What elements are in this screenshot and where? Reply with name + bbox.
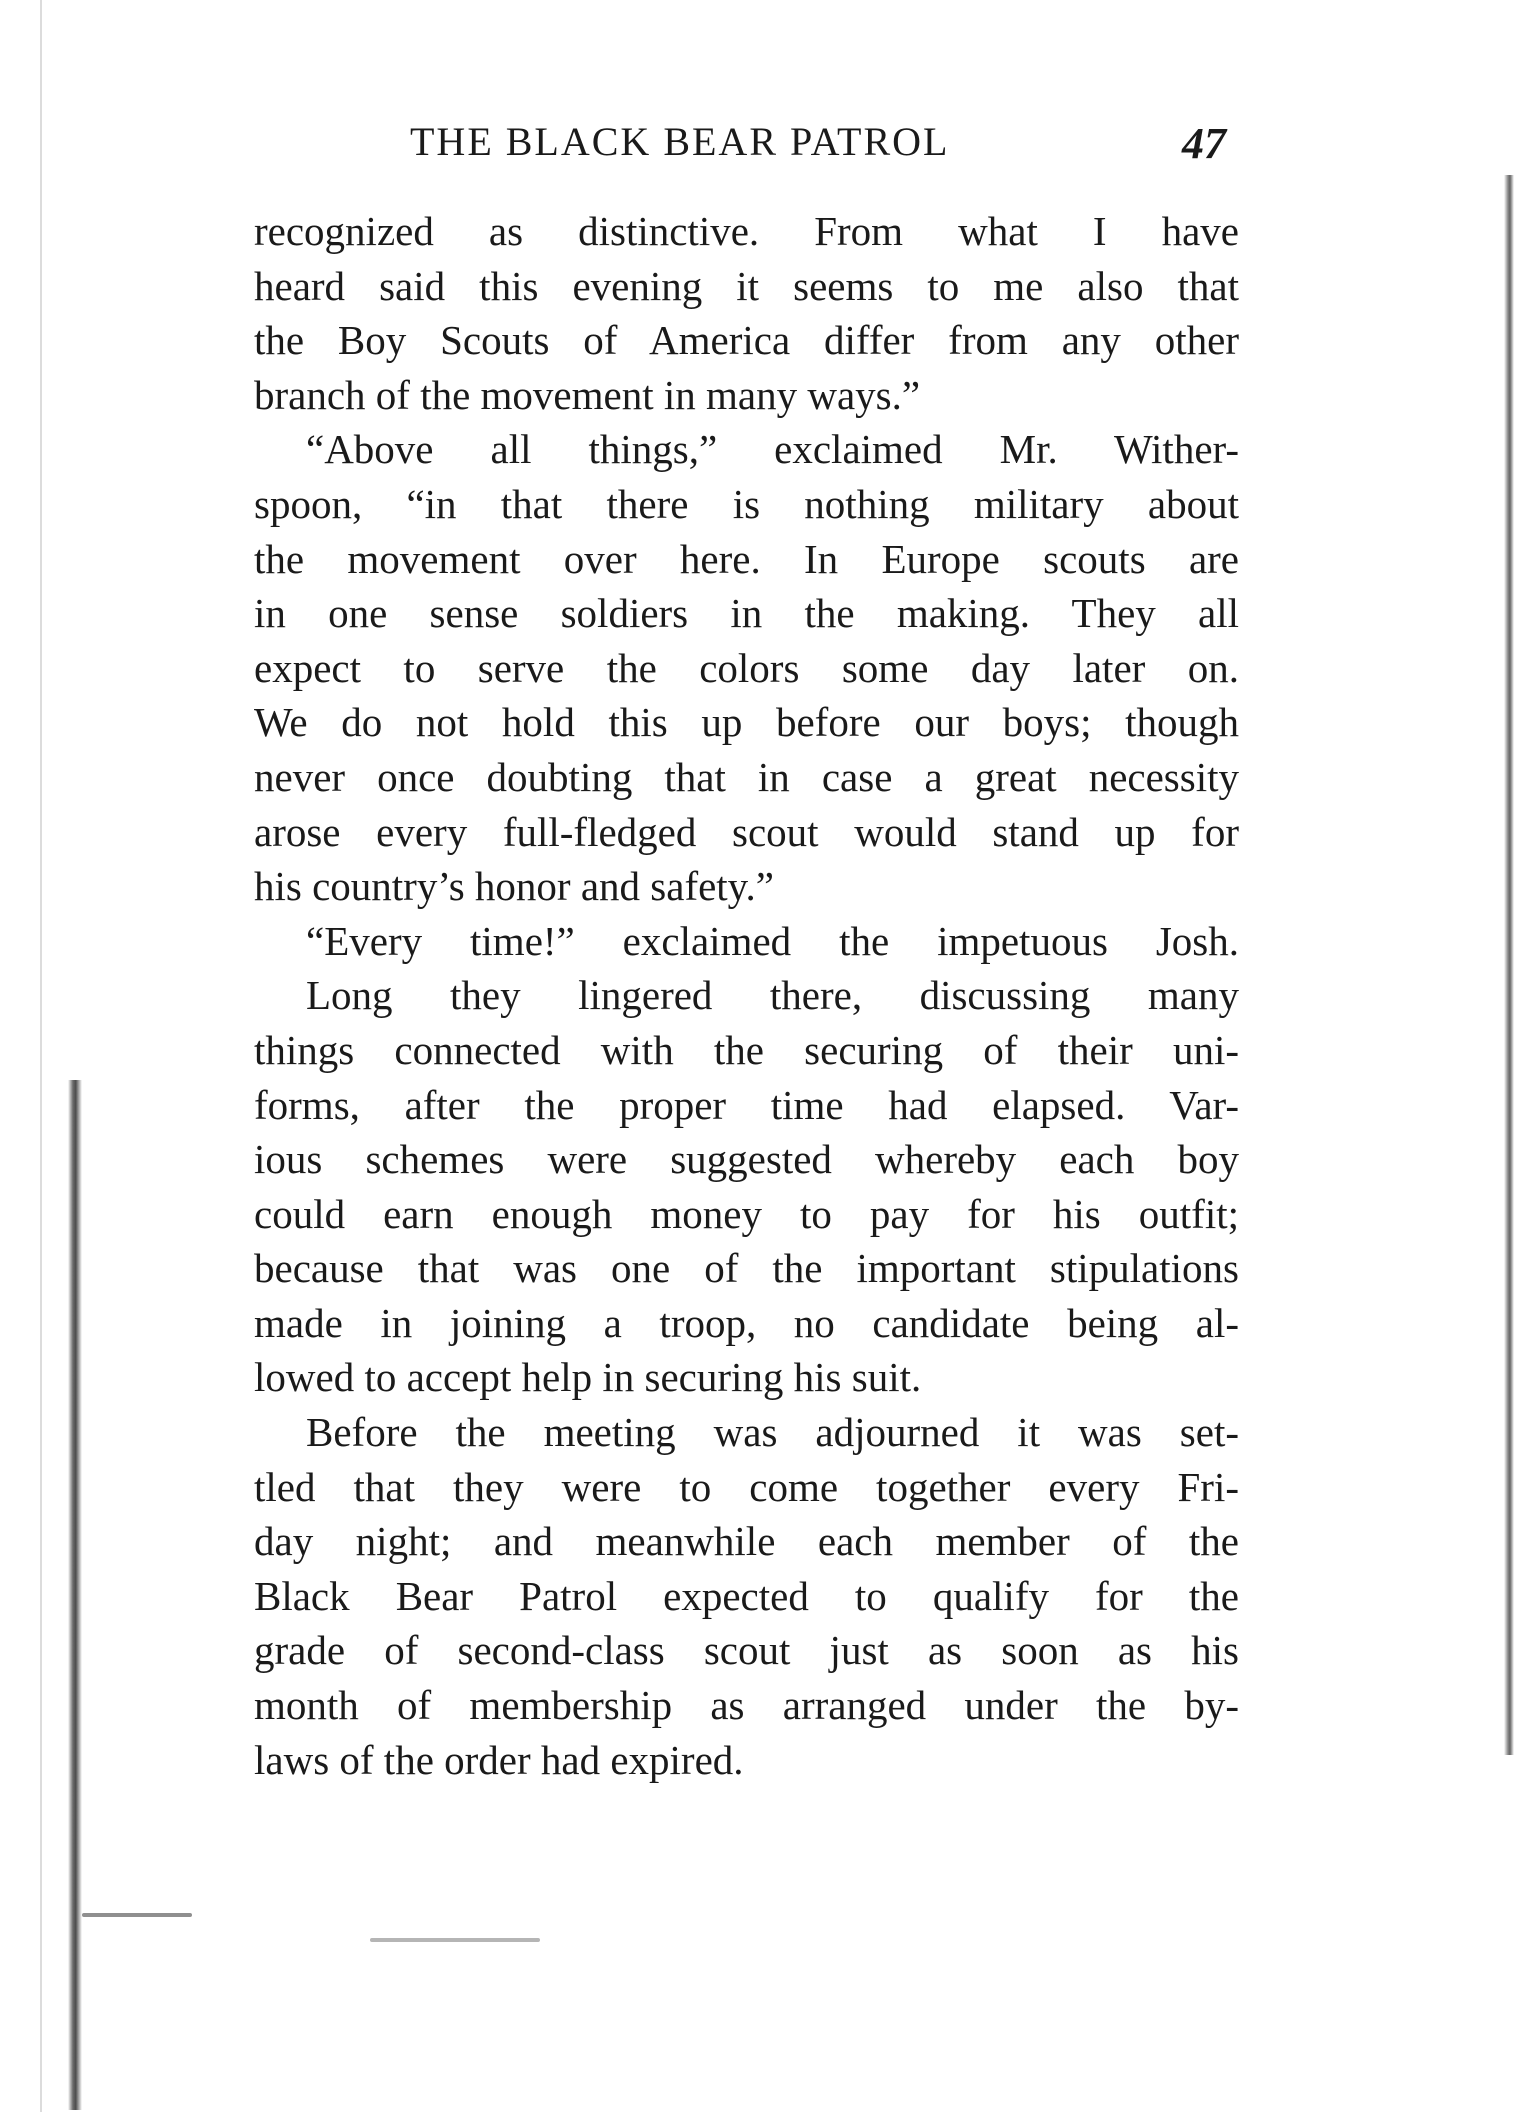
text-line: We do not hold this up before our boys; though (254, 699, 1239, 746)
body-text (254, 204, 1239, 1787)
ink-smudge (82, 1913, 192, 1917)
text-line: expect to serve the colors some day later on. (254, 644, 1239, 691)
text-line: made in joining a troop, no candidate being al- (254, 1299, 1239, 1346)
text-line: “Above all things,” exclaimed Mr. Wither- (306, 426, 1239, 473)
text-line: because that was one of the important stipulations (254, 1245, 1239, 1292)
text-line: branch of the movement in many ways.” (254, 371, 921, 418)
text-line: day night; and meanwhile each member of the (254, 1518, 1239, 1565)
text-line: spoon, “in that there is nothing military about (254, 480, 1239, 527)
text-line: recognized as distinctive. From what I have (254, 208, 1239, 254)
text-line: lowed to accept help in securing his suit. (254, 1354, 922, 1401)
text-line: the Boy Scouts of America differ from any other (254, 317, 1239, 364)
text-line: heard said this evening it seems to me also that (254, 262, 1239, 309)
scan-edge-shadow (1504, 175, 1514, 1755)
running-head: THE BLACK BEAR PATROL (410, 119, 950, 164)
text-line: ious schemes were suggested whereby each boy (254, 1136, 1239, 1183)
scan-gutter-line (40, 0, 42, 2112)
text-line: arose every full-fledged scout would stand up for (254, 808, 1239, 855)
ink-smudge (370, 1938, 540, 1942)
text-line: in one sense soldiers in the making. They all (254, 590, 1239, 637)
text-line: his country’s honor and safety.” (254, 863, 774, 910)
text-line: Before the meeting was adjourned it was set- (306, 1409, 1239, 1456)
text-line: the movement over here. In Europe scouts are (254, 535, 1239, 582)
text-line: Long they lingered there, discussing many (306, 972, 1239, 1019)
text-line: could earn enough money to pay for his outfit; (254, 1190, 1239, 1237)
text-line: grade of second-class scout just as soon as his (254, 1627, 1239, 1674)
page-number: 47 (1182, 119, 1226, 168)
text-line: tled that they were to come together every Fri- (254, 1463, 1239, 1510)
scan-binding-shadow (68, 1080, 82, 2110)
text-line: “Every time!” exclaimed the impetuous Josh. (306, 917, 1239, 964)
text-line: forms, after the proper time had elapsed. Var- (254, 1081, 1239, 1128)
text-line: things connected with the securing of their uni- (254, 1026, 1239, 1073)
text-line: never once doubting that in case a great necessity (254, 753, 1239, 800)
text-line: laws of the order had expired. (254, 1736, 744, 1783)
text-line: month of membership as arranged under the by- (254, 1682, 1239, 1729)
page-header (250, 118, 1250, 178)
text-line: Black Bear Patrol expected to qualify for the (254, 1572, 1239, 1619)
